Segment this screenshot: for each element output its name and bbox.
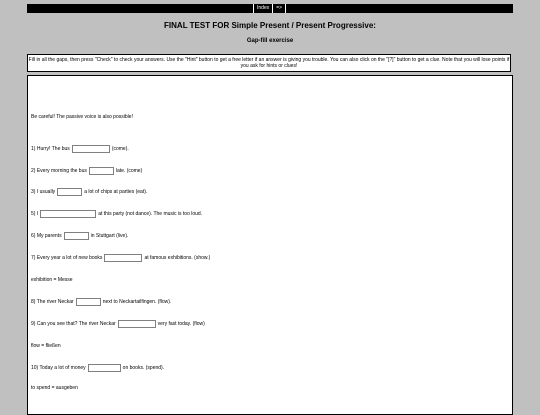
question-5-after: at this party (not dance). The music is too loud. [98, 210, 203, 217]
gap-10-input[interactable] [88, 364, 121, 372]
note-text [31, 111, 133, 122]
vocab-exhibition-text: exhibition = Messe [31, 276, 73, 283]
question-8-after: next to Neckartailfingen. (flow). [102, 298, 172, 305]
question-2 [31, 165, 142, 176]
question-8-before: 8) The river Neckar [31, 298, 74, 305]
next-arrow-link[interactable]: => [272, 4, 286, 13]
question-3-before: 3) I usually [31, 188, 56, 195]
gap-8-input[interactable] [76, 298, 101, 306]
question-7-after: at famous exhibitions. (show.) [144, 254, 211, 261]
question-10-after: on books. (spend). [122, 364, 165, 371]
question-10-before: 10) Today a lot of money [31, 364, 86, 371]
question-6-before: 6) My parents [31, 232, 62, 239]
vocab-flow [31, 340, 61, 351]
question-2-after: late. (come) [115, 167, 143, 174]
question-1-before: 1) Hurry! The bus [31, 145, 70, 152]
vocab-flow-text: flow = fließen [31, 342, 61, 349]
nav-links [253, 4, 286, 13]
gap-5-input[interactable] [40, 210, 96, 218]
vocab-spend [31, 382, 78, 393]
vocab-exhibition [31, 274, 73, 285]
top-navbar [27, 4, 513, 13]
question-3-after: a lot of chips at parties (eat). [84, 188, 148, 195]
gap-3-input[interactable] [57, 188, 82, 196]
question-3 [31, 186, 147, 197]
instructions-box: Fill in all the gaps, then press "Check" to check your answers. Use the "Hint" button to get a free letter if an answer is giving you trouble. You can also click on the "[?]" button to get a clue. Note that you will lose points if you ask for hints or clues! [27, 54, 511, 72]
gap-2-input[interactable] [89, 167, 114, 175]
gap-6-input[interactable] [64, 232, 89, 240]
question-2-before: 2) Every morning the bus [31, 167, 87, 174]
exercise-panel [27, 75, 513, 415]
question-5 [31, 208, 202, 219]
page-title: FINAL TEST FOR Simple Present / Present Progressive: [164, 21, 376, 30]
index-link[interactable]: Index [253, 4, 272, 13]
question-9 [31, 318, 205, 329]
page-subtitle: Gap-fill exercise [246, 38, 294, 44]
question-10 [31, 362, 164, 373]
gap-9-input[interactable] [118, 320, 156, 328]
question-9-after: very fast today. (flow) [157, 320, 205, 327]
question-8 [31, 296, 171, 307]
question-9-before: 9) Can you see that? The river Neckar [31, 320, 116, 327]
vocab-spend-text: to spend = ausgeben [31, 384, 78, 391]
gap-7-input[interactable] [104, 254, 142, 262]
passive-voice-note: Be careful! The passive voice is also possible! [31, 113, 133, 120]
question-5-before: 5) I [31, 210, 39, 217]
question-6-after: in Stuttgart (live). [90, 232, 129, 239]
gap-1-input[interactable] [72, 145, 110, 153]
question-7 [31, 252, 210, 263]
question-1 [31, 143, 129, 154]
question-7-before: 7) Every year a lot of new books [31, 254, 103, 261]
question-6 [31, 230, 128, 241]
question-1-after: (come). [111, 145, 129, 152]
